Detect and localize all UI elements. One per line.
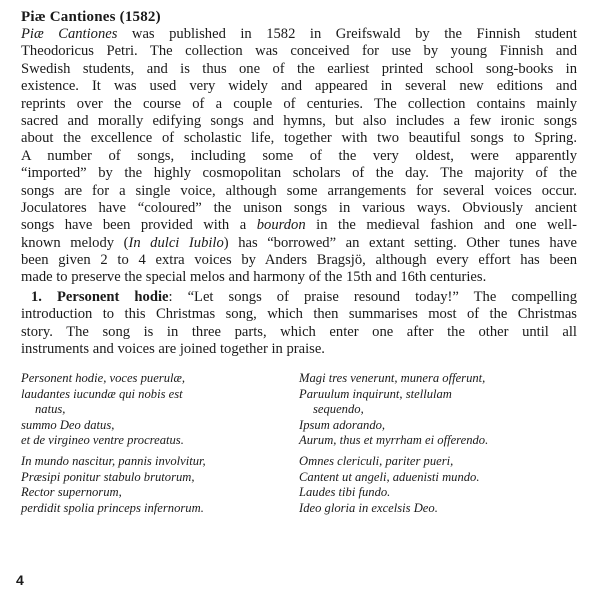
text-line: songs are for a single voice, although some arrangements for several voices occur.: [21, 182, 577, 199]
verse-line: In mundo nascitur, pannis involvitur,: [21, 453, 206, 468]
text-line: A number of songs, including some of the very oldest, were apparently: [21, 147, 577, 164]
text-line: sacred and morally edifying songs and hymns, but also includes a few ironic songs: [21, 112, 577, 129]
verse-line: et de virgineo ventre procreatus.: [21, 433, 184, 448]
verse-column-left: [21, 371, 206, 516]
book-title: Piæ Cantiones: [21, 26, 118, 42]
text-line: made to preserve the special melos and harmony of the 15th and 16th centuries.: [21, 269, 487, 286]
verse-line: Præsipi ponitur stabulo brutorum,: [21, 469, 195, 484]
verse-line: Paruulum inquirunt, stellulam: [299, 386, 452, 401]
verse-line: Ipsum adorando,: [299, 417, 386, 432]
page-number: 4: [16, 572, 24, 588]
verse-line: Aurum, thus et myrrham ei offerendo.: [299, 433, 489, 448]
text-line: 1. Personent hodie: “Let songs of praise resound today!” The compelling: [31, 289, 577, 305]
verse-line: Omnes clericuli, pariter pueri,: [299, 453, 454, 468]
song-paragraph: [21, 289, 577, 359]
verse-line: Personent hodie, voces puerulæ,: [21, 371, 186, 385]
intro-paragraph: [21, 26, 577, 287]
text-line: Theodoricus Petri. The collection was conceived for use by young Finnish and: [21, 43, 577, 60]
verse-line: Rector supernorum,: [21, 485, 122, 500]
text-line: reprints over the course of a couple of centuries. The collection contains mainly: [21, 95, 577, 112]
verse-line: Magi tres venerunt, munera offerunt,: [299, 371, 486, 385]
verse-line: sequendo,: [313, 402, 364, 417]
verse-line: laudantes iucundæ qui nobis est: [21, 386, 183, 401]
text-line: story. The song is in three parts, which enter one after the other until all: [21, 323, 577, 340]
page-title: Piæ Cantiones (1582): [21, 9, 161, 25]
text-line: known melody (In dulci Iubilo) has “borrowed” an extant setting. Other tunes have: [21, 234, 577, 251]
verse-line: Cantent ut angeli, aduenisti mundo.: [299, 469, 480, 484]
text-line: Swedish students, and is thus one of the earliest printed school song-books in: [21, 60, 577, 77]
song-heading: 1. Personent hodie: [31, 289, 169, 305]
italic-term: bourdon: [256, 217, 306, 234]
verse-line: natus,: [35, 402, 66, 417]
text-line: Joculatores have “coloured” the unison songs in various ways. Obviously ancient: [21, 199, 577, 216]
text-line: Piæ Cantiones was published in 1582 in Greifswald by the Finnish student: [21, 26, 577, 42]
verse-line: Ideo gloria in excelsis Deo.: [299, 500, 438, 515]
verse-column-right: [299, 371, 488, 516]
verse-line: perdidit spolia princeps infernorum.: [21, 500, 204, 515]
text-line: been given 2 to 4 extra voices by Anders Bragsjö, although every effort has been: [21, 252, 577, 269]
italic-title: In dulci Iubilo: [128, 234, 224, 251]
text-line: introduction to this Christmas song, which then summarises most of the Christmas: [21, 306, 577, 323]
text-line: instruments and voices are joined together in praise.: [21, 341, 325, 358]
verse-line: summo Deo datus,: [21, 417, 115, 432]
text-line: existence. It was used very widely and appeared in several new editions and: [21, 78, 577, 95]
verse-line: Laudes tibi fundo.: [299, 485, 391, 500]
text-line: about the excellence of scholastic life, together with two beautiful songs to Spring.: [21, 130, 577, 147]
text-line: “imported” by the highly cosmopolitan scholars of the day. The majority of the: [21, 165, 577, 182]
text-line: songs have been provided with a bourdon in the medieval fashion and one well-: [21, 217, 578, 234]
